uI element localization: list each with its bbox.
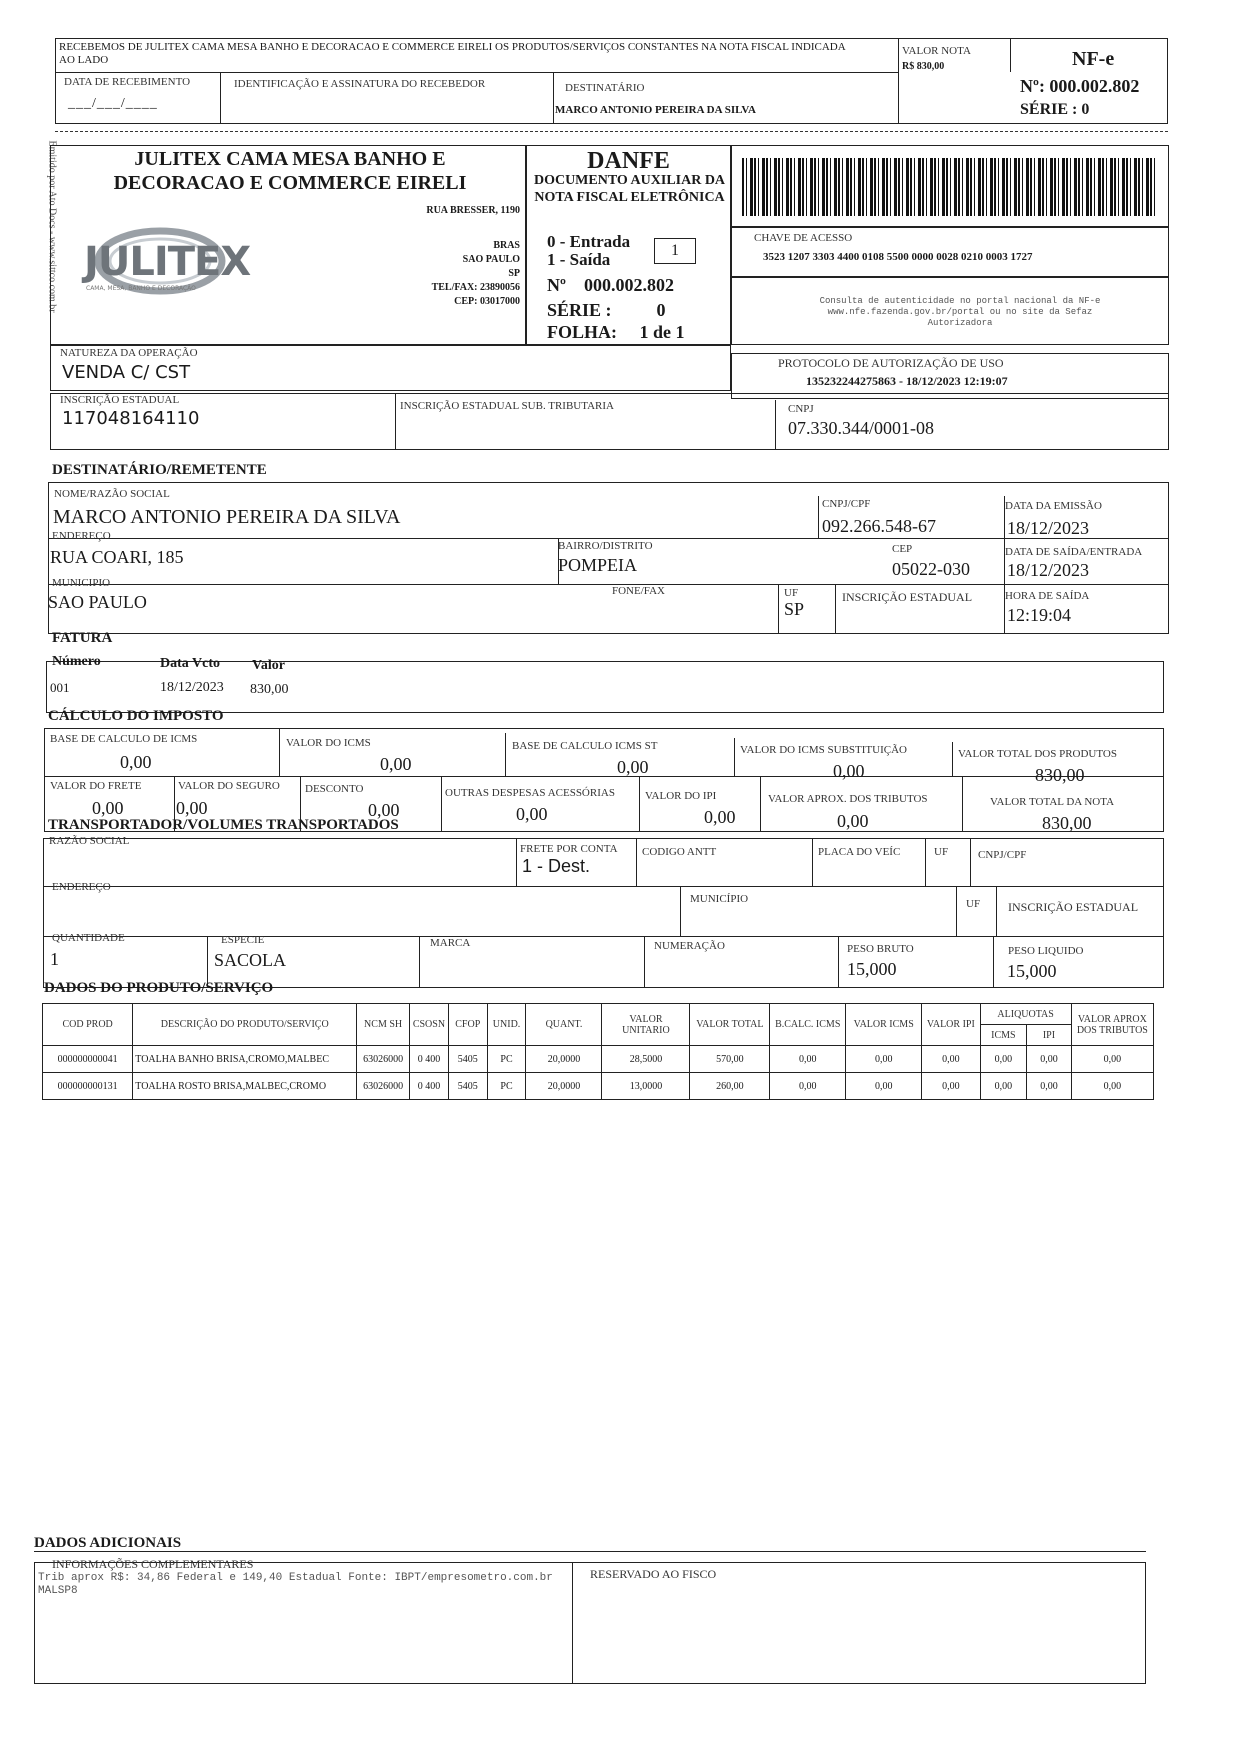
- col-quant: QUANT.: [526, 1004, 602, 1046]
- transport-antt-label: CODIGO ANTT: [642, 846, 717, 858]
- table-cell: 20,0000: [526, 1073, 602, 1100]
- tax-row2-value-3: 0,00: [516, 804, 548, 824]
- transport-frete: 1 - Dest.: [522, 856, 591, 876]
- transport-frete-label: FRETE POR CONTA: [520, 843, 618, 855]
- table-cell: 0,00: [1027, 1073, 1072, 1100]
- danfe-entrada: 0 - Entrada: [547, 232, 631, 251]
- emitter-name: JULITEX CAMA MESA BANHO E DECORACAO E COMMERCE EIRELI: [113, 148, 467, 194]
- logo-text: JULITEX: [84, 239, 251, 285]
- receipt-numero: Nº: 000.002.802: [1020, 76, 1140, 96]
- transport-placa-label: PLACA DO VEÍC: [818, 846, 901, 858]
- recipient-cep: 05022-030: [892, 559, 970, 579]
- receipt-dest-value: MARCO ANTONIO PEREIRA DA SILVA: [555, 104, 756, 116]
- transport-especie: SACOLA: [214, 950, 287, 970]
- table-cell: 28,5000: [602, 1046, 690, 1073]
- tax-row1-label-0: BASE DE CALCULO DE ICMS: [50, 733, 198, 745]
- protocolo-value: 135232244275863 - 18/12/2023 12:19:07: [806, 374, 1008, 388]
- recipient-ie-label: INSCRIÇÃO ESTADUAL: [842, 590, 973, 604]
- recipient-emissao: 18/12/2023: [1007, 518, 1090, 538]
- receipt-ident-label: IDENTIFICAÇÃO E ASSINATURA DO RECEBEDOR: [234, 78, 486, 90]
- table-cell: TOALHA BANHO BRISA,CROMO,MALBEC: [133, 1046, 357, 1073]
- transport-uf2-label: UF: [966, 898, 981, 910]
- protocolo-label: PROTOCOLO DE AUTORIZAÇÃO DE USO: [778, 356, 1004, 370]
- danfe-subtitle: DOCUMENTO AUXILIAR DA NOTA FISCAL ELETRÔNICA: [533, 173, 726, 205]
- table-cell: 63026000: [357, 1073, 410, 1100]
- table-cell: 000000000041: [43, 1046, 133, 1073]
- table-cell: 0,00: [770, 1073, 846, 1100]
- emitter-city: SAO PAULO: [462, 254, 520, 265]
- receipt-date-label: DATA DE RECEBIMENTO: [64, 76, 191, 88]
- transport-liquido: 15,000: [1007, 961, 1057, 981]
- table-cell: TOALHA ROSTO BRISA,MALBEC,CROMO: [133, 1073, 357, 1100]
- additional-fisco-label: RESERVADO AO FISCO: [590, 1567, 717, 1581]
- fatura-data-label: Data Vcto: [160, 656, 221, 671]
- recipient-fone-label: FONE/FAX: [612, 585, 665, 597]
- products-table: [42, 1003, 1154, 1100]
- table-cell: 0,00: [1027, 1046, 1072, 1073]
- table-cell: 20,0000: [526, 1046, 602, 1073]
- recipient-municipio-label: MUNICIPIO: [52, 577, 111, 589]
- tax-row2-label-1: VALOR DO SEGURO: [178, 780, 280, 792]
- table-cell: 5405: [448, 1073, 487, 1100]
- recipient-nome: MARCO ANTONIO PEREIRA DA SILVA: [53, 506, 401, 528]
- transport-section-title: TRANSPORTADOR/VOLUMES TRANSPORTADOS: [48, 817, 399, 833]
- table-cell: 570,00: [690, 1046, 770, 1073]
- col-descricao: DESCRIÇÃO DO PRODUTO/SERVIÇO: [133, 1004, 357, 1046]
- col-unid: UNID.: [487, 1004, 526, 1046]
- side-text: Emitido por Ato Docs - www.sittco.com.br: [46, 140, 58, 313]
- tax-row2-label-0: VALOR DO FRETE: [50, 780, 142, 792]
- products-section-title: DADOS DO PRODUTO/SERVIÇO: [44, 980, 274, 996]
- tax-row2-value-2: 0,00: [368, 800, 400, 820]
- transport-ie-label: INSCRIÇÃO ESTADUAL: [1008, 900, 1139, 914]
- recipient-uf-label: UF: [784, 587, 799, 599]
- receipt-nfe: NF-e: [1072, 48, 1115, 70]
- tax-row2-value-6: 830,00: [1042, 813, 1092, 833]
- receipt-serie: SÉRIE : 0: [1020, 101, 1090, 118]
- recipient-bairro-label: BAIRRO/DISTRITO: [558, 540, 653, 552]
- transport-numeracao-label: NUMERAÇÃO: [654, 940, 725, 952]
- danfe-title: DANFE: [587, 148, 670, 174]
- julitex-logo: [80, 225, 251, 305]
- recipient-uf: SP: [784, 599, 805, 619]
- recipient-bairro: POMPEIA: [558, 555, 638, 575]
- recipient-saida: 18/12/2023: [1007, 560, 1090, 580]
- transport-marca-label: MARCA: [430, 937, 471, 949]
- tax-section-title: CÁLCULO DO IMPOSTO: [48, 708, 224, 724]
- table-cell: 0,00: [846, 1073, 922, 1100]
- recipient-nome-label: NOME/RAZÃO SOCIAL: [54, 488, 170, 500]
- col-aliq-icms: ICMS: [980, 1025, 1027, 1046]
- fatura-valor: 830,00: [250, 682, 289, 697]
- table-cell: 13,0000: [602, 1073, 690, 1100]
- col-valor-aprox: VALOR APROX DOS TRIBUTOS: [1071, 1004, 1153, 1046]
- receipt-text: RECEBEMOS DE JULITEX CAMA MESA BANHO E DECORACAO E COMMERCE EIRELI OS PRODUTOS/SERVIÇOS CONSTANTES NA NOTA FISCAL INDICADA AO LADO: [59, 41, 846, 66]
- table-row: [43, 1073, 1154, 1100]
- access-key-label: CHAVE DE ACESSO: [754, 232, 853, 244]
- receipt-date-value[interactable]: ___/___/____: [68, 96, 158, 111]
- recipient-endereco: RUA COARI, 185: [50, 547, 184, 567]
- tax-row2-label-3: OUTRAS DESPESAS ACESSÓRIAS: [445, 787, 615, 799]
- table-cell: 0,00: [922, 1073, 980, 1100]
- table-cell: PC: [487, 1046, 526, 1073]
- transport-quantidade-label: QUANTIDADE: [52, 932, 125, 944]
- natureza-value: VENDA C/ CST: [62, 362, 191, 383]
- emitter-state: SP: [508, 268, 520, 279]
- receipt-valor-label: VALOR NOTA: [902, 45, 971, 57]
- col-aliquotas: ALIQUOTAS: [980, 1004, 1071, 1025]
- tax-row1-value-1: 0,00: [380, 754, 412, 774]
- emitter-district: BRAS: [493, 240, 520, 251]
- additional-section-title: DADOS ADICIONAIS: [34, 1535, 182, 1551]
- tax-row2-label-4: VALOR DO IPI: [645, 790, 717, 802]
- cnpj-label: CNPJ: [788, 403, 814, 415]
- col-valor-total: VALOR TOTAL: [690, 1004, 770, 1046]
- danfe-numero: Nº 000.002.802: [547, 275, 674, 295]
- emitter-cep: CEP: 03017000: [454, 296, 520, 307]
- tax-row1-label-4: VALOR TOTAL DOS PRODUTOS: [958, 748, 1117, 760]
- table-cell: 0,00: [980, 1046, 1027, 1073]
- table-row: [43, 1046, 1154, 1073]
- ie-label: INSCRIÇÃO ESTADUAL: [60, 394, 180, 406]
- danfe-serie: SÉRIE : 0: [547, 300, 666, 320]
- tax-row2-value-0: 0,00: [92, 798, 124, 818]
- tax-row1-value-3: 0,00: [833, 761, 865, 781]
- tax-row2-value-4: 0,00: [704, 807, 736, 827]
- fatura-numero: 001: [50, 680, 70, 695]
- recipient-section-title: DESTINATÁRIO/REMETENTE: [52, 462, 267, 478]
- transport-liquido-label: PESO LIQUIDO: [1008, 945, 1084, 957]
- access-key[interactable]: 3523 1207 3303 4400 0108 5500 0000 0028 0210 0003 1727: [763, 251, 1033, 263]
- recipient-cnpj: 092.266.548-67: [822, 516, 936, 536]
- col-ncm: NCM SH: [357, 1004, 410, 1046]
- transport-endereco-label: ENDEREÇO: [52, 881, 111, 893]
- danfe-tipo-box: 1: [654, 238, 696, 264]
- col-aliq-ipi: IPI: [1027, 1025, 1072, 1046]
- barcode: [742, 158, 1158, 216]
- transport-cnpj-label: CNPJ/CPF: [978, 849, 1027, 861]
- col-valor-ipi: VALOR IPI: [922, 1004, 980, 1046]
- transport-razao-label: RAZÃO SOCIAL: [49, 835, 130, 847]
- transport-especie-label: ESPECIE: [221, 934, 265, 946]
- transport-quantidade: 1: [50, 949, 59, 969]
- recipient-hora: 12:19:04: [1007, 605, 1072, 625]
- transport-bruto: 15,000: [847, 959, 897, 979]
- recipient-cep-label: CEP: [892, 543, 913, 555]
- ie-value: 117048164110: [62, 408, 200, 429]
- tax-row1-value-2: 0,00: [617, 757, 649, 777]
- additional-info: Trib aprox R$: 34,86 Federal e 149,40 Estadual Fonte: IBPT/empresometro.com.br MALSP8: [38, 1572, 553, 1597]
- col-cod: COD PROD: [43, 1004, 133, 1046]
- recipient-saida-label: DATA DE SAÍDA/ENTRADA: [1005, 546, 1143, 558]
- col-csosn: CSOSN: [409, 1004, 448, 1046]
- tax-row1-value-4: 830,00: [1035, 765, 1085, 785]
- table-cell: 0,00: [770, 1046, 846, 1073]
- fatura-numero-label: Número: [52, 654, 101, 669]
- logo-subtext: CAMA, MESA, BANHO E DECORAÇÃO: [86, 285, 196, 292]
- recipient-municipio: SAO PAULO: [48, 592, 147, 612]
- tax-row1-label-1: VALOR DO ICMS: [286, 737, 371, 749]
- tax-row1-label-2: BASE DE CALCULO ICMS ST: [512, 740, 658, 752]
- table-cell: 0,00: [1071, 1073, 1153, 1100]
- col-bcalc-icms: B.CALC. ICMS: [770, 1004, 846, 1046]
- natureza-label: NATUREZA DA OPERAÇÃO: [60, 347, 198, 359]
- tax-row2-label-6: VALOR TOTAL DA NOTA: [990, 796, 1115, 808]
- table-cell: 260,00: [690, 1073, 770, 1100]
- table-cell: 0,00: [922, 1046, 980, 1073]
- fatura-section-title: FATURA: [52, 630, 113, 646]
- receipt-dest-label: DESTINATÁRIO: [565, 82, 645, 94]
- table-cell: 0,00: [846, 1046, 922, 1073]
- cnpj-value: 07.330.344/0001-08: [788, 418, 934, 438]
- receipt-valor: R$ 830,00: [902, 61, 945, 72]
- transport-municipio-label: MUNICÍPIO: [690, 893, 749, 905]
- col-cfop: CFOP: [448, 1004, 487, 1046]
- tax-row1-label-3: VALOR DO ICMS SUBSTITUIÇÃO: [740, 744, 907, 756]
- table-cell: 0,00: [980, 1073, 1027, 1100]
- danfe-folha: FOLHA: 1 de 1: [547, 322, 685, 342]
- fatura-valor-label: Valor: [252, 658, 285, 673]
- recipient-endereco-label: ENDEREÇO: [52, 530, 111, 542]
- danfe-saida: 1 - Saída: [547, 250, 611, 269]
- table-cell: PC: [487, 1073, 526, 1100]
- recipient-emissao-label: DATA DA EMISSÃO: [1005, 500, 1102, 512]
- emitter-phone: TEL/FAX: 23890056: [431, 282, 520, 293]
- tax-row2-value-5: 0,00: [837, 811, 869, 831]
- table-cell: 5405: [448, 1046, 487, 1073]
- table-cell: 000000000131: [43, 1073, 133, 1100]
- iest-label: INSCRIÇÃO ESTADUAL SUB. TRIBUTARIA: [400, 400, 614, 412]
- tax-row2-label-2: DESCONTO: [305, 783, 364, 795]
- emitter-street: RUA BRESSER, 1190: [426, 205, 520, 216]
- tax-row2-label-5: VALOR APROX. DOS TRIBUTOS: [768, 793, 928, 805]
- cut-line: [55, 131, 1168, 132]
- fatura-data: 18/12/2023: [160, 680, 224, 695]
- tax-row1-value-0: 0,00: [120, 752, 152, 772]
- additional-info-label: INFORMAÇÕES COMPLEMENTARES: [52, 1557, 254, 1571]
- tax-row2-value-1: 0,00: [176, 798, 208, 818]
- transport-uf-label: UF: [934, 846, 949, 858]
- col-valor-icms: VALOR ICMS: [846, 1004, 922, 1046]
- table-cell: 0 400: [409, 1073, 448, 1100]
- consulta-text: Consulta de autenticidade no portal nacional da NF-e www.nfe.fazenda.gov.br/portal ou no site da Sefaz Autorizadora: [819, 296, 1101, 328]
- recipient-cnpj-label: CNPJ/CPF: [822, 498, 871, 510]
- recipient-hora-label: HORA DE SAÍDA: [1005, 590, 1090, 602]
- transport-bruto-label: PESO BRUTO: [847, 943, 914, 955]
- table-cell: 63026000: [357, 1046, 410, 1073]
- table-cell: 0,00: [1071, 1046, 1153, 1073]
- table-cell: 0 400: [409, 1046, 448, 1073]
- col-valor-unitario: VALOR UNITARIO: [602, 1004, 690, 1046]
